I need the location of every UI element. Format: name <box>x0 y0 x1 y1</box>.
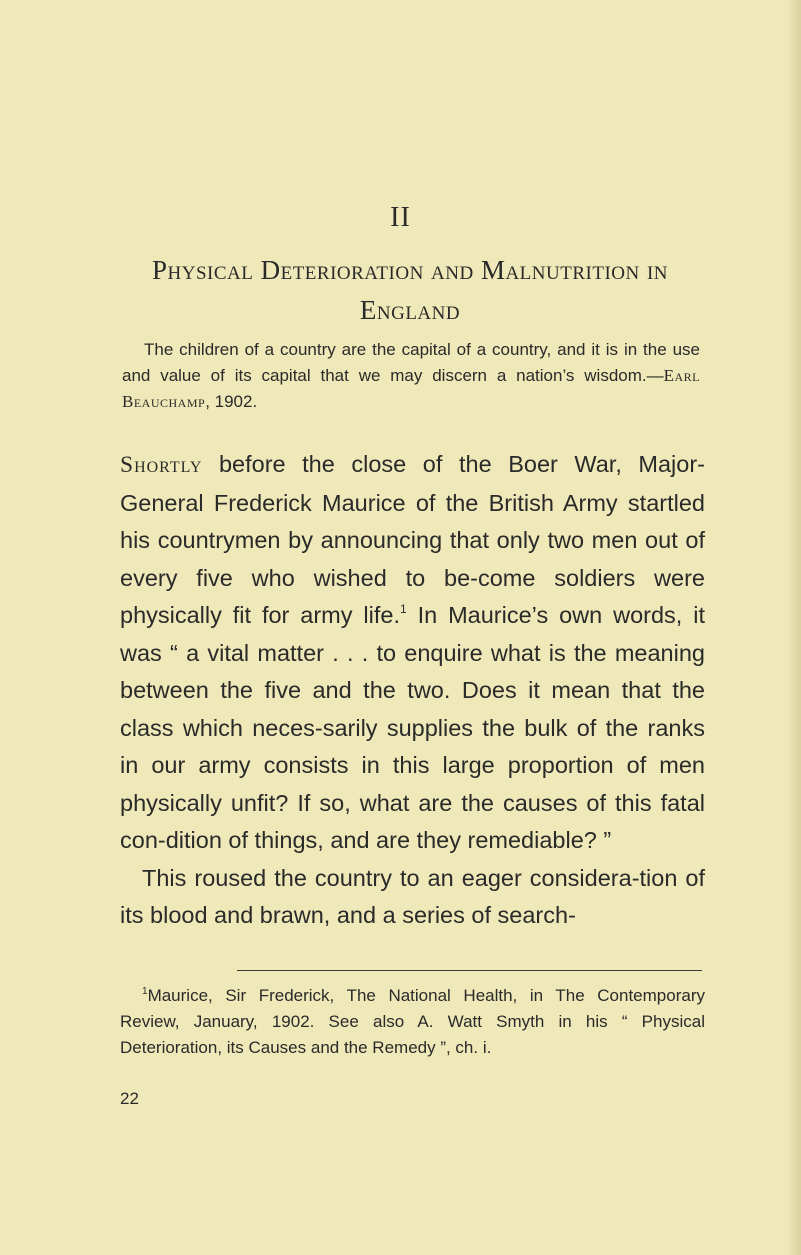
footnote-paragraph <box>120 983 705 1061</box>
epigraph-text: The children of a country are the capital of a country, and it is in the use and value of its capital that we may discern a nation’s wisdom.— <box>122 340 700 385</box>
body-text <box>120 446 705 935</box>
body-paragraph-1 <box>120 446 705 860</box>
epigraph-paragraph <box>122 337 700 415</box>
footnote-reference: 1 <box>399 602 407 616</box>
epigraph-author: Earl Beauchamp <box>122 366 700 411</box>
paragraph-1-text: before the close of the Boer War, Major-General Frederick Maurice of the British Army startled his countrymen by announcing that only two men out of every five who wished to be-come soldiers were physically fit for army life. <box>120 451 705 628</box>
paragraph-1-quote: In Maurice’s own words, it was “ a vital matter . . . to enquire what is the meaning between the five and the two. Does it mean that the class which neces-sarily supplies the bulk of the ranks in our army consists in this large proportion of men physically unfit? If so, what are the causes of this fatal con-dition of things, and are they remediable? ” <box>120 602 705 853</box>
footnote-marker: 1 <box>142 986 148 997</box>
chapter-title <box>110 250 710 330</box>
page-number: 22 <box>120 1089 139 1108</box>
footnote-text: Maurice, Sir Frederick, The National Health, in The Contemporary Review, January, 1902. See also A. Watt Smyth in his “ Physical Deterioration, its Causes and the Remedy ”, ch. i. <box>120 986 705 1057</box>
epigraph <box>122 337 700 415</box>
epigraph-year: , 1902. <box>205 392 258 411</box>
chapter-title-line-2: England <box>359 295 461 325</box>
page-edge-shadow <box>787 0 801 1255</box>
chapter-number: II <box>390 202 411 233</box>
chapter-title-line-1: Physical Deterioration and Malnutrition in <box>151 255 669 285</box>
footnote <box>120 983 705 1061</box>
body-paragraph-2: This roused the country to an eager considera-tion of its blood and brawn, and a series of search- <box>120 864 705 928</box>
footnote-divider <box>237 970 702 971</box>
lead-word: Shortly <box>120 452 203 478</box>
